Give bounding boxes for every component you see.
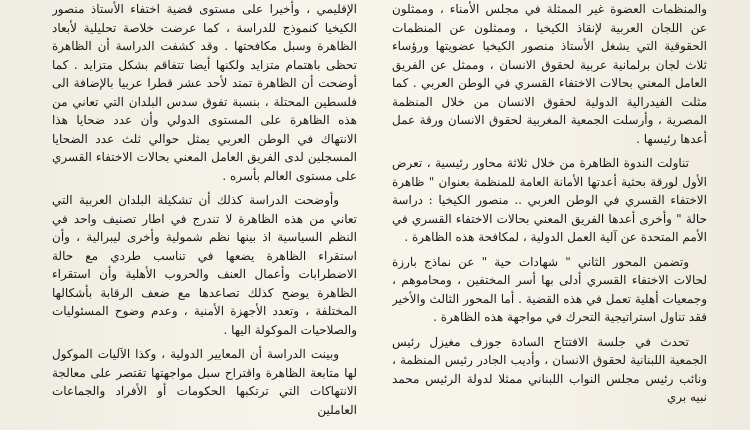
text-column-right: [392, 0, 707, 430]
text-column-left: [52, 0, 357, 430]
paragraph: الإقليمي ، وأخيرا على مستوى قضية اختفاء الأستاذ منصور الكيخيا كنموذج للدراسة ، كما عرضت خلاصة تحليلية لأبعاد الظاهرة وسبل مكافحتها . وقد كشفت الدراسة أن الظاهرة تحظى باهتمام متزايد ولكنها أيضا تتفاقم بشكل متزايد . كما أوضحت أن الظاهرة تمتد لأحد عشر قطرا عربيا بالإضافة الى فلسطين المحتلة ، بنسبة تفوق سدس البلدان التي تعاني من هذه الظاهرة على المستوى الدولي وأن عدد ضحايا هذا الانتهاك في الوطن العربي يمثل حوالي ثلث عدد الضحايا المسجلين لدى الفريق العامل المعني بحالات الاختفاء القسري على مستوى العالم بأسره .: [52, 2, 357, 183]
paragraph: تناولت الندوة الظاهرة من خلال ثلاثة محاور رئيسية ، تعرض الأول لورقة بحثية أعدتها الأمانة العامة للمنظمة بعنوان " ظاهرة الاختفاء القسري في الوطن العربي .. منصور الكيخيا : دراسة حالة " وأخرى أعدها الفريق المعني بحالات الاختفاء القسري في الأمم المتحدة عن آلية العمل الدولية ، لمكافحة هذه الظاهرة .: [392, 156, 707, 244]
paragraph: وتضمن المحور الثاني " شهادات حية " عن نماذج بارزة لحالات الاختفاء القسري أدلى بها أسر المختفين ، ومحاموهم ، وجمعيات أهلية تعمل في هذه القضية . أما المحور الثالث والأخير فقد تناول استراتيجية التحرك في مواجهة هذه الظاهرة .: [392, 254, 707, 324]
paragraph: والمنظمات العضوة غير الممثلة في مجلس الأمناء ، وممثلون عن اللجان العربية لإنقاذ الكيخيا ، وممثلون عن المنظمات الحقوقية التي يشغل الأستاذ منصور الكيخيا عضويتها ورؤساء ثلاث لجان برلمانية عربية لحقوق الانسان ، وممثل عن الفريق العامل المعني بحالات الاختفاء القسري في الوطن العربي . كما مثلت الفيدرالية الدولية لحقوق الانسان من خلال المنظمة المصرية ، وأرسلت الجمعية المغربية لحقوق الانسان ورقة عمل أعدها رئيسها .: [392, 2, 707, 146]
paragraph: وأوضحت الدراسة كذلك أن تشكيلة البلدان العربية التي تعاني من هذه الظاهرة لا تندرج في اطار تصنيف واحد في النظم السياسية اذ بينها نظم شمولية وأخرى ليبرالية ، وأن استقراء الظاهرة يضعها في تناسب طردي مع حالة الاضطرابات وأعمال العنف والحروب الأهلية وأن استقراء الظاهرة يوضح كذلك تصاعدها مع ضعف الرقابة بأشكالها المختلفة ، وتعدد الأجهزة الأمنية ، وعدم وضوح المسئوليات والصلاحيات الموكولة اليها .: [52, 193, 357, 337]
paragraph: تحدث في جلسة الافتتاح السادة جوزف مغيزل رئيس الجمعية اللبنانية لحقوق الانسان ، وأديب الجادر رئيس المنظمة ، ونائب رئيس مجلس النواب اللبناني ممثلا لدولة الرئيس محمد نبيه بري: [392, 334, 707, 404]
paragraph: وبينت الدراسة أن المعايير الدولية ، وكذا الآليات الموكول لها متابعة الظاهرة واقتراح سبل مواجهتها تقتصر على معالجة الانتهاكات التي ترتكبها الحكومات أو الأفراد والجماعات العاملين: [52, 347, 357, 417]
column-gutter: [365, 0, 385, 430]
